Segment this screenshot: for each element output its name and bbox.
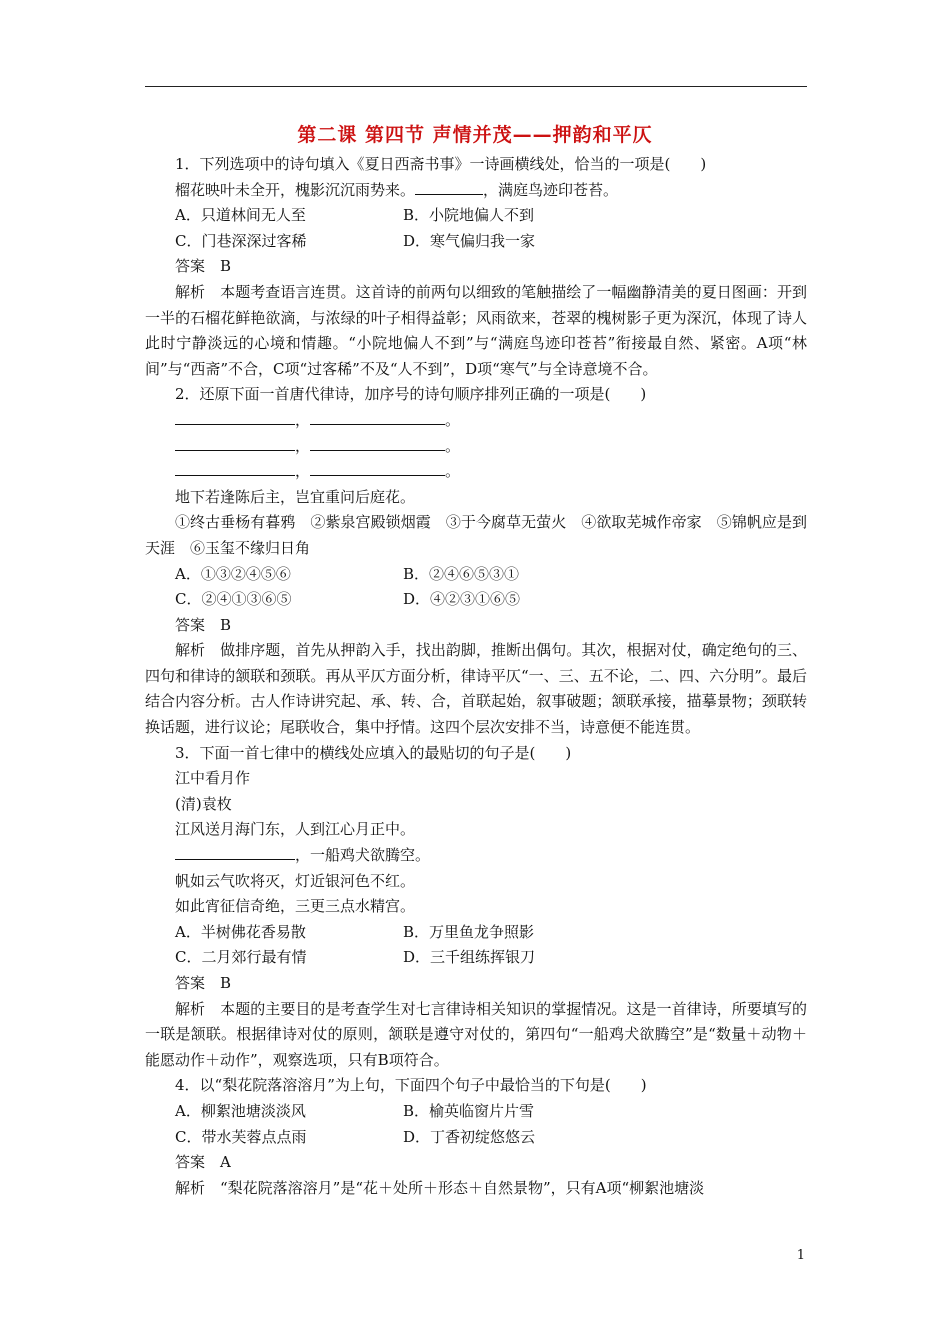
q3-line-4: 如此宵征信奇绝，三更三点水精宫。 — [175, 897, 416, 916]
q1-poem-line: 榴花映叶未全开，槐影沉沉雨势来。 ，满庭鸟迹印苍苔。 — [175, 180, 619, 199]
q4-option-c[interactable]: C．带水芙蓉点点雨 — [175, 1127, 307, 1146]
q2-blank-line-2: ， 。 — [145, 434, 807, 460]
q4-option-b[interactable]: B．榆英临窗片片雪 — [403, 1101, 535, 1120]
q1-option-d[interactable]: D．寒气偏归我一家 — [403, 231, 536, 250]
q2-option-a[interactable]: A．①③②④⑤⑥ — [175, 564, 291, 583]
q2-options-row-1 — [145, 562, 807, 588]
q2-stem: 2．还原下面一首唐代律诗，加序号的诗句顺序排列正确的一项是( ) — [175, 385, 647, 404]
q1-answer: 答案 B — [175, 257, 232, 276]
q4-answer: 答案 A — [175, 1153, 231, 1172]
q3-analysis: 解析 本题的主要目的是考查学生对七言律诗相关知识的掌握情况。这是一首律诗，所要填写的一联是颔联。根据律诗对仗的原则，颔联是遵守对仗的，第四句“一船鸡犬欲腾空”是“数量＋动物＋能愿动作＋动作”，观察选项，只有B项符合。 — [145, 999, 807, 1069]
q2-last-line: 地下若逢陈后主，岂宜重问后庭花。 — [175, 487, 416, 506]
q3-options-row-1 — [145, 920, 807, 946]
q2-option-b[interactable]: B．②④⑥⑤③① — [403, 564, 520, 583]
q3-poem-author: (清)袁枚 — [175, 794, 232, 813]
page-title: 第二课 第四节 声情并茂——押韵和平仄 — [297, 124, 653, 146]
q4-option-a[interactable]: A．柳絮池塘淡淡风 — [175, 1101, 306, 1120]
header-rule — [145, 86, 807, 87]
q2-options-row-2 — [145, 587, 807, 613]
q3-option-c[interactable]: C．二月郊行最有情 — [175, 948, 307, 967]
q2-analysis: 解析 做排序题，首先从押韵入手，找出韵脚，推断出偶句。其次，根据对仗，确定绝句的三、四句和律诗的颔联和颈联。再从平仄方面分析，律诗平仄“一、三、五不论，二、四、六分明”。最后结合内容分析。古人作诗讲究起、承、转、合，首联起始，叙事破题；颔联承接，描摹景物；颈联转换话题，进行议论；尾联收合，集中抒情。这四个层次安排不当，诗意便不能连贯。 — [145, 641, 807, 737]
q3-options-row-2 — [145, 945, 807, 971]
q3-stem: 3．下面一首七律中的横线处应填入的最贴切的句子是( ) — [175, 743, 572, 762]
q1-analysis: 解析 本题考查语言连贯。这首诗的前两句以细致的笔触描绘了一幅幽静清美的夏日图画：开到一半的石榴花鲜艳欲滴，与浓绿的叶子相得益彰；风雨欲来，苍翠的槐树影子更为深沉，体现了诗人此时宁静淡远的心境和情趣。“小院地偏人不到”与“满庭鸟迹印苍苔”衔接最自然、紧密。A项“林间”与“西斋”不合，C项“过客稀”不及“人不到”，D项“寒气”与全诗意境不合。 — [145, 282, 807, 378]
fill-blank[interactable] — [310, 410, 445, 425]
q3-poem-title: 江中看月作 — [175, 769, 251, 788]
q4-options-row-2 — [145, 1125, 807, 1151]
q4-option-d[interactable]: D．丁香初绽悠悠云 — [403, 1127, 536, 1146]
q3-line-2: ，一船鸡犬欲腾空。 — [145, 843, 807, 869]
fill-blank[interactable] — [310, 436, 445, 451]
q3-line-3: 帆如云气吹将灭，灯近银河色不红。 — [175, 871, 416, 890]
q3-option-b[interactable]: B．万里鱼龙争照影 — [403, 922, 535, 941]
q1-option-c[interactable]: C．门巷深深过客稀 — [175, 231, 307, 250]
q1-options-row-1 — [145, 203, 807, 229]
q1-stem: 1．下列选项中的诗句填入《夏日西斋书事》一诗画横线处，恰当的一项是( ) — [175, 155, 707, 173]
q4-analysis: 解析 “梨花院落溶溶月”是“花＋处所＋形态＋自然景物”，只有A项“柳絮池塘淡 — [175, 1178, 705, 1197]
fill-blank[interactable] — [175, 845, 295, 860]
q1-option-a[interactable]: A．只道林间无人至 — [175, 206, 306, 225]
q1-options-row-2 — [145, 229, 807, 255]
q3-answer: 答案 B — [175, 974, 232, 992]
fill-blank[interactable] — [175, 461, 295, 476]
q3-option-a[interactable]: A．半树佛花香易散 — [175, 922, 306, 941]
fill-blank[interactable] — [175, 410, 295, 425]
q2-blank-line-1: ， 。 — [145, 408, 807, 434]
q4-options-row-1 — [145, 1099, 807, 1125]
fill-blank[interactable] — [310, 461, 445, 476]
document-body — [145, 152, 807, 1201]
q2-option-c[interactable]: C．②④①③⑥⑤ — [175, 590, 292, 609]
q2-answer: 答案 B — [175, 615, 232, 634]
page-number: 1 — [796, 1248, 805, 1263]
q1-option-b[interactable]: B．小院地偏人不到 — [403, 206, 535, 225]
q2-items: ①终古垂杨有暮鸦 ②紫泉宫殿锁烟霞 ③于今腐草无萤火 ④欲取芜城作帝家 ⑤锦帆应是到天涯 ⑥玉玺不缘归日角 — [145, 513, 807, 557]
q3-option-d[interactable]: D．三千组练挥银刀 — [403, 948, 536, 967]
q3-line-1: 江风送月海门东，人到江心月正中。 — [175, 820, 416, 839]
q2-blank-line-3: ， 。 — [145, 459, 807, 485]
q4-stem: 4．以“梨花院落溶溶月”为上句，下面四个句子中最恰当的下句是( ) — [175, 1076, 647, 1095]
q2-option-d[interactable]: D．④②③①⑥⑤ — [403, 590, 521, 609]
fill-blank[interactable] — [175, 436, 295, 451]
fill-blank[interactable] — [415, 180, 483, 195]
